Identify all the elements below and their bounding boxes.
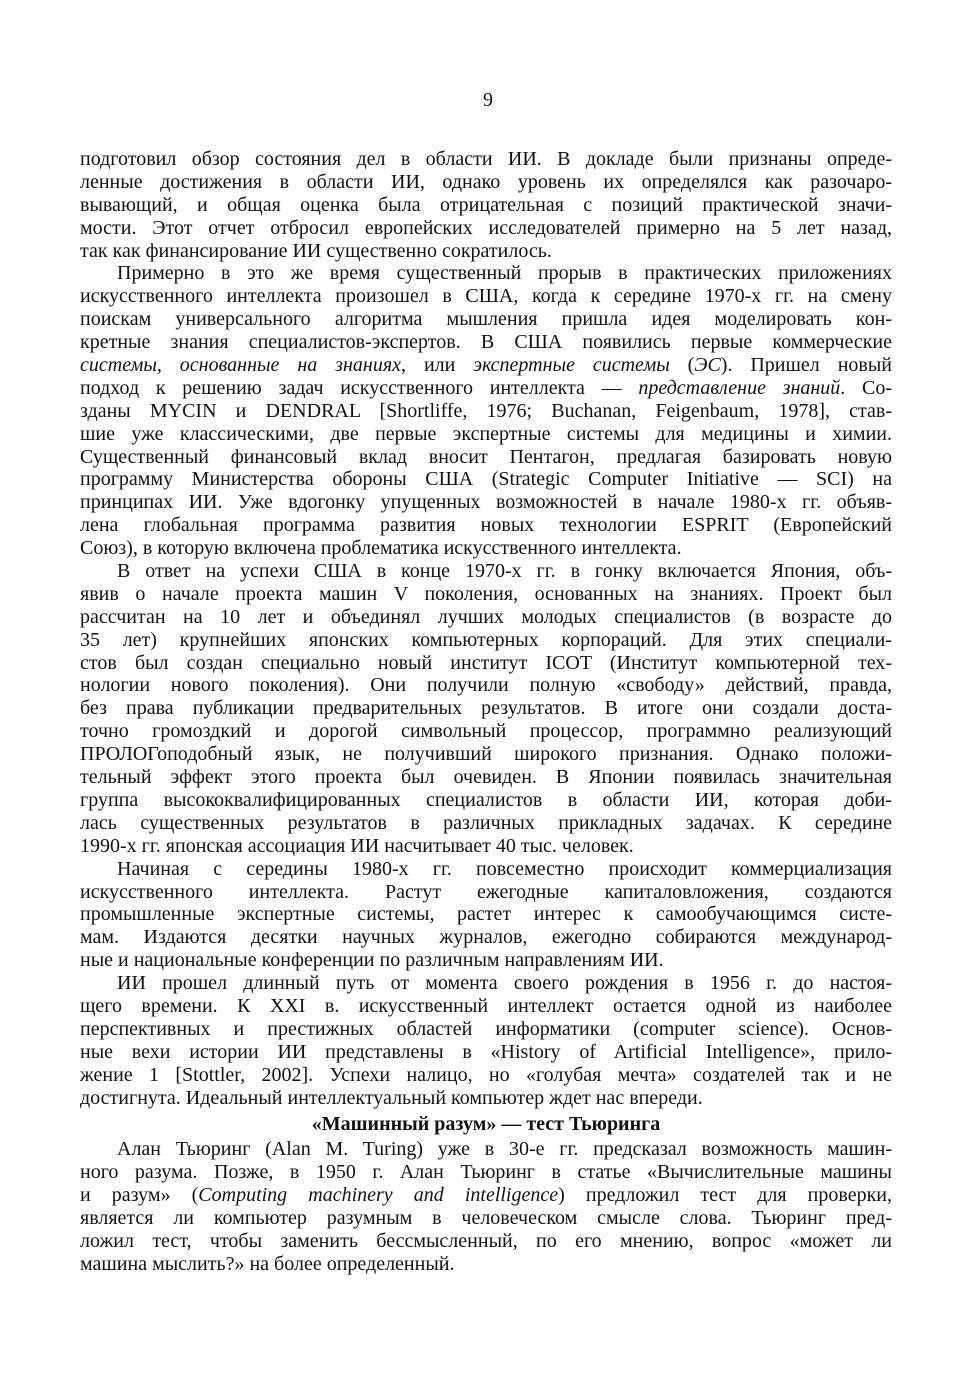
- text-span: и разум» (: [80, 1184, 199, 1207]
- text-line: 35 лет) крупнейших японских компьютерных корпораций. Для этих специали-: [80, 628, 892, 651]
- body-text: [80, 148, 892, 1276]
- text-line: кретные знания специалистов-экспертов. В США появились первые коммерческие: [80, 331, 892, 354]
- paragraph: [80, 1138, 892, 1275]
- text-line: Существенный финансовый вклад вносит Пентагон, предлагая базировать новую: [80, 445, 892, 468]
- text-line: ного разума. Позже, в 1950 г. Алан Тьюринг в статье «Вычислительные машины: [80, 1161, 892, 1184]
- text-line: перспективных и престижных областей информатики (computer science). Основ-: [80, 1017, 892, 1040]
- text-span: , или: [401, 354, 474, 377]
- text-line: является ли компьютер разумным в человеческом смысле слова. Тьюринг пред-: [80, 1207, 892, 1230]
- italic-term: представление знаний: [638, 376, 841, 399]
- text-line: ложил тест, чтобы заменить бессмысленный, по его мнению, вопрос «может ли: [80, 1229, 892, 1252]
- paragraph: [80, 972, 892, 1109]
- text-line: Начиная с середины 1980-х гг. повсеместно происходит коммерциализация: [117, 857, 892, 880]
- text-line: стов был создан специально новый институт ICOT (Институт компьютерной тех-: [80, 651, 892, 674]
- text-line: мам. Издаются десятки научных журналов, ежегодно собираются международ-: [80, 926, 892, 949]
- text-line: промышленные экспертные системы, растет интерес к самообучающимся систе-: [80, 903, 892, 926]
- paragraph: [80, 560, 892, 858]
- italic-term: Computing machinery and intelligence: [198, 1184, 559, 1207]
- text-line: подготовил обзор состояния дел в области ИИ. В докладе были признаны опреде-: [80, 148, 892, 170]
- text-line: 1990-х гг. японская ассоциация ИИ насчитывает 40 тыс. человек.: [80, 834, 634, 857]
- text-line: так как финансирование ИИ существенно сократилось.: [80, 239, 552, 262]
- text-line: тельный эффект этого проекта был очевиден. В Японии появилась значительная: [80, 766, 892, 789]
- text-line: [80, 354, 892, 377]
- text-line: лена глобальная программа развития новых технологии ESPRIT (Европейский: [80, 514, 892, 537]
- page-number: 9: [483, 89, 493, 111]
- italic-term: экспертные системы: [473, 354, 670, 377]
- text-line: Алан Тьюринг (Alan M. Turing) уже в 30-е гг. предсказал возможность машин-: [117, 1138, 892, 1161]
- section-heading: «Машинный разум» — тест Тьюринга: [311, 1113, 661, 1136]
- text-line: достигнута. Идеальный интеллектуальный компьютер ждет нас впереди.: [80, 1086, 703, 1109]
- text-line: рассчитан на 10 лет и объединял лучших молодых специалистов (в возрасте до: [80, 605, 892, 628]
- text-line: лась существенных результатов в различных прикладных задачах. К середине: [80, 811, 892, 834]
- paragraph: [80, 148, 892, 262]
- text-line: поискам универсального алгоритма мышления пришла идея моделировать кон-: [80, 308, 892, 331]
- text-line: [80, 377, 892, 400]
- text-line: группа высококвалифицированных специалистов в области ИИ, которая доби-: [80, 788, 892, 811]
- text-line: программу Министерства обороны США (Strategic Computer Initiative — SCI) на: [80, 468, 892, 491]
- text-line: ПРОЛОГоподобный язык, не получивший широкого признания. Однако положи-: [80, 743, 892, 766]
- text-line: Примерно в это же время существенный прорыв в практических приложениях: [117, 262, 892, 285]
- text-span: (: [669, 354, 695, 377]
- text-line: шие уже классическими, две первые экспертные системы для медицины и химии.: [80, 422, 892, 445]
- text-line: мости. Этот отчет отбросил европейских исследователей примерно на 5 лет назад,: [80, 216, 892, 239]
- text-line: ленные достижения в области ИИ, однако уровень их определялся как разочаро-: [80, 170, 892, 193]
- paragraph: [80, 262, 892, 560]
- text-line: искусственного интеллекта. Растут ежегодные капиталовложения, создаются: [80, 880, 892, 903]
- text-line: вывающий, и общая оценка была отрицательная с позиций практической значи-: [80, 193, 892, 216]
- paragraph: [80, 858, 892, 972]
- text-line: машина мыслить?» на более определенный.: [80, 1252, 455, 1275]
- text-line: ИИ прошел длинный путь от момента своего рождения в 1956 г. до настоя-: [117, 972, 892, 995]
- text-span: ) предложил тест для проверки,: [558, 1184, 892, 1207]
- text-line: щего времени. К XXI в. искусственный интеллект остается одной из наиболее: [80, 994, 892, 1017]
- text-span: ). Пришел новый: [720, 354, 892, 377]
- text-line: Союз), в которую включена проблематика искусственного интеллекта.: [80, 537, 682, 560]
- italic-term: ЭС: [694, 354, 721, 377]
- text-line: явив о начале проекта машин V поколения, основанных на знаниях. Проект был: [80, 582, 892, 605]
- text-span: . Со-: [840, 376, 892, 399]
- text-line: ные вехи истории ИИ представлены в «History of Artificial Intelligence», прило-: [80, 1040, 892, 1063]
- text-line: жение 1 [Stottler, 2002]. Успехи налицо, но «голубая мечта» создателей так и не: [80, 1063, 892, 1086]
- text-span: подход к решению задач искусственного интеллекта —: [80, 376, 639, 399]
- text-line: В ответ на успехи США в конце 1970-х гг. в гонку включается Япония, объ-: [117, 560, 892, 583]
- text-line: принципах ИИ. Уже вдогонку упущенных возможностей в начале 1980-х гг. объяв-: [80, 491, 892, 514]
- text-line: [80, 1184, 892, 1207]
- italic-term: системы, основанные на знаниях: [80, 354, 402, 377]
- text-line: ные и национальные конференции по различным направлениям ИИ.: [80, 949, 664, 972]
- text-line: искусственного интеллекта произошел в США, когда к середине 1970-х гг. на смену: [80, 285, 892, 308]
- text-line: нологии нового поколения). Они получили полную «свободу» действий, правда,: [80, 674, 892, 697]
- text-line: точно громоздкий и дорогой символьный процессор, программно реализующий: [80, 720, 892, 743]
- text-line: без права публикации предварительных результатов. В итоге они создали доста-: [80, 697, 892, 720]
- text-line: зданы MYCIN и DENDRAL [Shortliffe, 1976; Buchanan, Feigenbaum, 1978], став-: [80, 399, 892, 422]
